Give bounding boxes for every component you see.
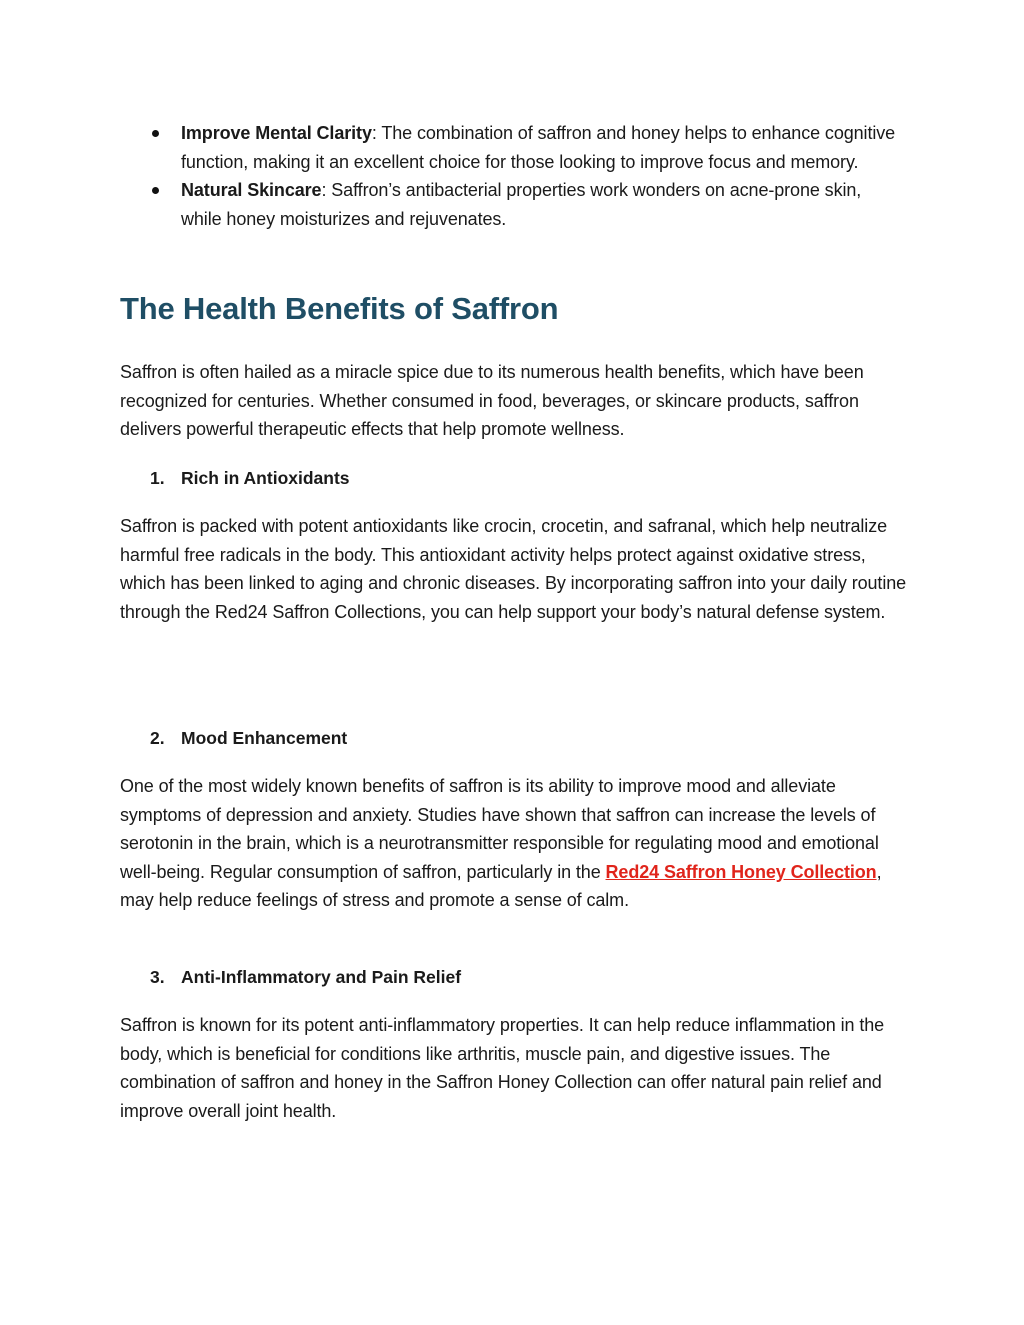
bullet-text: : Saffron’s antibacterial properties work wonders on acne-prone skin, while honey moisturizes and rejuvenates. — [181, 180, 862, 229]
numbered-heading-anti-inflammatory — [150, 964, 461, 990]
bullet-list — [0, 119, 1024, 233]
numbered-heading-mood — [150, 725, 347, 751]
paragraph-anti-inflammatory: Saffron is known for its potent anti-inflammatory properties. It can help reduce inflammation in the body, which is beneficial for conditions like arthritis, muscle pain, and digestive issues. The combination of saffron and honey in the Saffron Honey Collection can offer natural pain relief and improve overall joint health. — [120, 1015, 885, 1121]
section-intro: Saffron is often hailed as a miracle spice due to its numerous health benefits, which have been recognized for centuries. Whether consumed in food, beverages, or skincare products, saffron delivers powerful therapeutic effects that help promote wellness. — [120, 362, 864, 440]
red24-saffron-honey-collection-link[interactable]: Red24 Saffron Honey Collection — [605, 861, 877, 882]
paragraph-mood — [120, 772, 910, 915]
bullet-term: Natural Skincare — [181, 180, 322, 201]
item-title: Mood Enhancement — [181, 728, 348, 748]
bullet-text: : The combination of saffron and honey helps to enhance cognitive function, making it an excellent choice for those looking to improve focus and memory. — [181, 123, 896, 172]
bullet-term: Improve Mental Clarity — [181, 123, 372, 143]
paragraph-text: , may help reduce feelings of stress and promote a sense of calm. — [120, 861, 882, 911]
paragraph-text: One of the most widely known benefits of saffron is its ability to improve mood and alleviate symptoms of depression and anxiety. Studies have shown that saffron can increase the levels of serotonin in the brain, which is a neurotransmitter responsible for regulating mood and emotional well-being. Regular consumption of saffron, particularly in the — [120, 776, 879, 882]
item-number: 1. — [150, 468, 165, 488]
item-number: 2. — [150, 728, 165, 748]
numbered-heading-antioxidants — [150, 465, 350, 491]
bullet-item-mental-clarity — [0, 119, 896, 176]
bullet-dot-icon — [152, 187, 159, 194]
bullet-item-natural-skincare — [0, 176, 896, 233]
section-heading: The Health Benefits of Saffron — [120, 291, 559, 326]
item-number: 3. — [150, 967, 165, 987]
bullet-dot-icon — [152, 130, 159, 137]
item-title: Anti-Inflammatory and Pain Relief — [181, 967, 462, 987]
item-title: Rich in Antioxidants — [181, 468, 350, 488]
paragraph-antioxidants: Saffron is packed with potent antioxidants like crocin, crocetin, and safranal, which help neutralize harmful free radicals in the body. This antioxidant activity helps protect against oxidative stress, which has been linked to aging and chronic diseases. By incorporating saffron into your daily routine through the Red24 Saffron Collections, you can help support your body’s natural defense system. — [120, 516, 907, 622]
